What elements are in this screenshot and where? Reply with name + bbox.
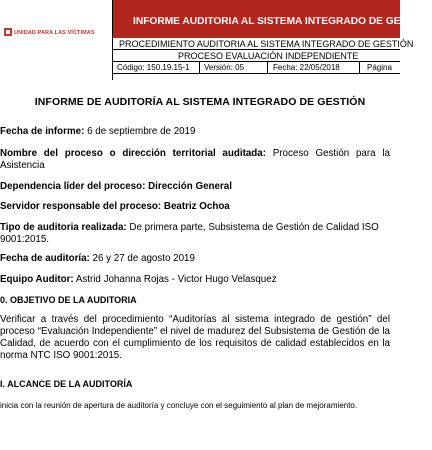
logo-cell bbox=[0, 0, 113, 80]
header-title-bar: INFORME AUDITORIA AL SISTEMA INTEGRADO DE GESTIÓN bbox=[113, 0, 400, 38]
section-scope-body: inicia con la reunión de apertura de auditoría y concluye con el seguimiento al plan de mejoramiento. bbox=[0, 401, 358, 410]
section-objective-body: Verificar a través del procedimiento “Auditorías al sistema integrado de gestión” del proceso “Evaluación Independiente” el nivel de madurez del Subsistema de Gestión de la Calidad, de acuerdo con el cumplimiento de los requisitos de calidad establecidos en la norma NTC ISO 9001:2015. bbox=[0, 314, 390, 361]
audit-date-label: Fecha de auditoría: bbox=[0, 253, 90, 264]
version-field: Versión: 05 bbox=[204, 63, 245, 72]
report-date bbox=[0, 126, 390, 138]
logo-icon bbox=[4, 28, 12, 36]
divider bbox=[199, 62, 200, 74]
process-line: PROCESO EVALUACIÓN INDEPENDIENTE bbox=[113, 50, 400, 62]
lead-dependency: Dependencia líder del proceso: Dirección General bbox=[0, 181, 232, 192]
section-scope-title: I. ALCANCE DE LA AUDITORÍA bbox=[0, 379, 133, 389]
responsible-server: Servidor responsable del proceso: Beatriz Ochoa bbox=[0, 201, 230, 212]
divider bbox=[359, 62, 360, 74]
audit-type-value: De primera parte, Subsistema de Gestión de Calidad ISO 9001:2015. bbox=[0, 222, 379, 245]
document-title: INFORME DE AUDITORÍA AL SISTEMA INTEGRADO DE GESTIÓN bbox=[34, 96, 366, 108]
document-header bbox=[0, 0, 432, 80]
audit-date bbox=[0, 253, 390, 265]
process-label: Nombre del proceso o dirección territorial auditada: bbox=[0, 148, 266, 159]
audit-type-label: Tipo de auditoria realizada: bbox=[0, 222, 127, 233]
meta-row bbox=[113, 62, 400, 74]
page-field: Página bbox=[367, 63, 392, 72]
audit-date-value: 26 y 27 de agosto 2019 bbox=[89, 253, 195, 264]
date-field: Fecha: 22/05/2018 bbox=[273, 63, 340, 72]
process-value: Proceso Gestión para la Asistencia bbox=[0, 148, 390, 171]
process-name bbox=[0, 148, 390, 172]
audit-team-label: Equipo Auditor: bbox=[0, 274, 74, 285]
audit-team-value: Astrid Johanna Rojas - Victor Hugo Velasquez bbox=[73, 274, 277, 285]
report-date-label: Fecha de informe: bbox=[0, 126, 85, 137]
audit-team bbox=[0, 274, 390, 286]
procedure-line: PROCEDIMIENTO AUDITORIA AL SISTEMA INTEGRADO DE GESTIÓN bbox=[113, 38, 400, 50]
audit-type bbox=[0, 222, 390, 246]
code-field: Código: 150.19.15-1 bbox=[117, 63, 190, 72]
section-objective-title: 0. OBJETIVO DE LA AUDITORIA bbox=[0, 295, 137, 305]
report-date-value: 6 de septiembre de 2019 bbox=[84, 126, 196, 137]
logo-text: UNIDAD PARA LAS VÍCTIMAS bbox=[14, 30, 95, 36]
divider bbox=[267, 62, 268, 74]
